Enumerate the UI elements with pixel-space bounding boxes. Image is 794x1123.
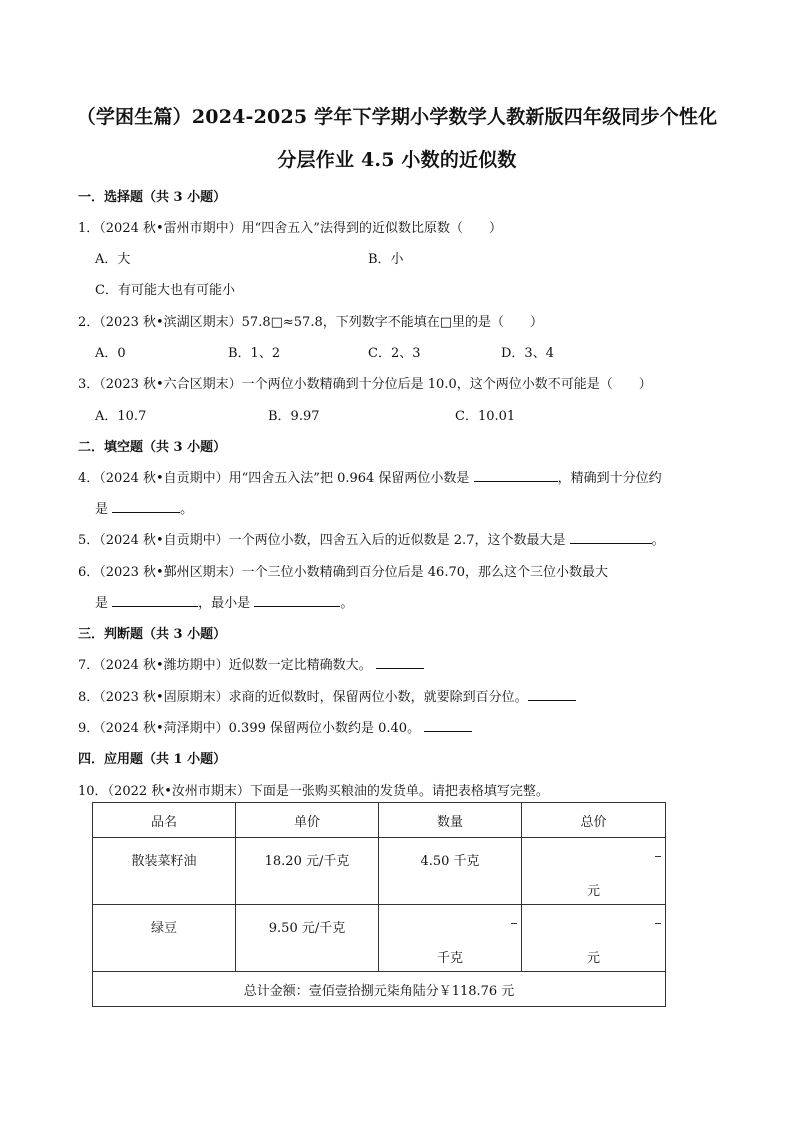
question-4 [78,467,662,486]
q8-blank[interactable] [528,687,576,701]
q4-text-d: 。 [180,502,194,517]
cell-qty [379,838,522,905]
q3-option-c: C．10.01 [455,409,516,424]
q1-option-a: A．大 [95,252,131,267]
question-5 [78,529,665,548]
q6-blank-1[interactable] [112,593,198,607]
question-4-cont [95,498,193,517]
header-unit-price: 单价 [236,803,379,838]
q2-option-c: C．2、3 [368,346,421,361]
q3-option-a: A．10.7 [95,409,147,424]
q6-text-b: 是 [95,596,109,611]
cell-qty-input[interactable] [379,905,522,972]
q1-option-b: B．小 [368,252,404,267]
row2-total-blank[interactable] [655,923,661,924]
q7-text: 7．（2024 秋•潍坊期中）近似数一定比精确数大。 [78,658,372,673]
question-10: 10．（2022 秋•汝州市期末）下面是一张购买粮油的发货单。请把表格填写完整。 [78,784,549,799]
q4-blank-2[interactable] [112,499,180,513]
question-6: 6．（2023 秋•鄞州区期末）一个三位小数精确到百分位后是 46.70，那么这个三位小数最大 [78,565,609,580]
q2-option-b: B．1、2 [228,346,281,361]
row1-total-blank[interactable] [655,856,661,857]
document-title-line2: 分层作业 4.5 小数的近似数 [277,149,517,171]
total-amount: 总计金额：壹佰壹拾捌元柒角陆分￥118.76 元 [93,972,666,1007]
q4-text-a: 4．（2024 秋•自贡期中）用“四舍五入法”把 0.964 保留两位小数是 [78,471,470,486]
row1-name: 散装菜籽油 [131,854,197,869]
q4-blank-1[interactable] [474,468,558,482]
cell-name [93,838,236,905]
q6-blank-2[interactable] [254,593,340,607]
q8-text: 8．（2023 秋•固原期末）求商的近似数时，保留两位小数，就要除到百分位。 [78,690,528,705]
question-8 [78,686,576,705]
row1-price: 18.20 元/千克 [264,854,350,869]
q9-text: 9．（2024 秋•菏泽期中）0.399 保留两位小数约是 0.40。 [78,721,421,736]
cell-price [236,838,379,905]
q5-text-a: 5．（2024 秋•自贡期中）一个两位小数，四舍五入后的近似数是 2.7，这个数最大是 [78,533,566,548]
question-9 [78,717,472,736]
q4-text-b: ，精确到十分位约 [557,471,662,486]
q6-text-c: ，最小是 [198,596,251,611]
header-total: 总价 [522,803,666,838]
q4-text-c: 是 [95,502,109,517]
question-7 [78,654,424,673]
cell-total-input[interactable] [522,905,666,972]
cell-price [236,905,379,972]
q9-blank[interactable] [424,718,472,732]
table-row [93,838,666,905]
question-1: 1．（2024 秋•雷州市期中）用“四舍五入”法得到的近似数比原数（ ） [78,221,502,236]
q1-option-c: C．有可能大也有可能小 [95,283,235,298]
row2-qty-unit: 千克 [436,951,463,966]
section-heading-application: 四．应用题（共 1 小题） [78,752,227,767]
q3-option-b: B．9.97 [268,409,320,424]
row2-qty-blank[interactable] [511,923,517,924]
header-quantity: 数量 [379,803,522,838]
cell-name [93,905,236,972]
document-title-line1: （学困生篇）2024-2025 学年下学期小学数学人教新版四年级同步个性化 [76,106,718,128]
section-heading-judge: 三．判断题（共 3 小题） [78,627,227,642]
row1-qty: 4.50 千克 [420,854,480,869]
row2-name: 绿豆 [150,921,177,936]
q6-text-d: 。 [340,596,354,611]
invoice-table [92,802,666,1007]
q7-blank[interactable] [376,655,424,669]
question-6-cont [95,592,353,611]
question-2: 2．（2023 秋•滨湖区期末）57.8□≈57.8，下列数字不能填在□里的是（ ） [78,315,544,330]
row2-price: 9.50 元/千克 [268,921,346,936]
question-3: 3．（2023 秋•六合区期末）一个两位小数精确到十分位后是 10.0，这个两位小数不可能是（ ） [78,377,652,392]
header-name: 品名 [93,803,236,838]
section-heading-choice: 一．选择题（共 3 小题） [78,190,227,205]
row1-total-unit: 元 [586,884,600,899]
cell-total-input[interactable] [522,838,666,905]
section-heading-fill: 二．填空题（共 3 小题） [78,440,227,455]
q5-blank[interactable] [570,530,652,544]
table-total-row [93,972,666,1007]
q2-option-d: D．3、4 [501,346,554,361]
table-row [93,905,666,972]
table-header-row [93,803,666,838]
q5-text-b: 。 [651,533,665,548]
row2-total-unit: 元 [586,951,600,966]
q2-option-a: A．0 [95,346,126,361]
